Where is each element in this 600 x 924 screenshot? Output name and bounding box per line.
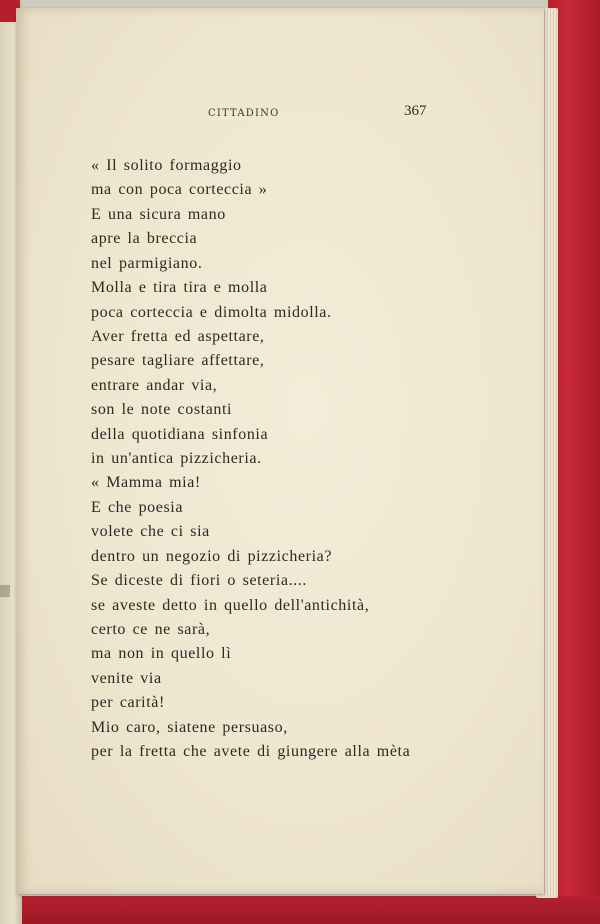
poem-line: pesare tagliare affettare, <box>91 352 265 370</box>
poem-line: son le note costanti <box>91 401 233 419</box>
poem-line: della quotidiana sinfonia <box>91 425 269 443</box>
poem-line: Molla e tira tira e molla <box>91 279 268 297</box>
page-number: 367 <box>404 103 427 119</box>
poem-line: Se diceste di fiori o seteria.... <box>91 572 307 590</box>
poem-line: E che poesia <box>91 498 184 516</box>
poem-line: venite via <box>91 669 162 687</box>
poem-line: entrare andar via, <box>91 376 218 394</box>
poem-line: « Il solito formaggio <box>91 157 242 174</box>
poem-line: ma con poca corteccia » <box>91 181 268 199</box>
poem-line: dentro un negozio di pizzicheria? <box>91 547 333 565</box>
poem-line: certo ce ne sarà, <box>91 621 211 639</box>
poem-line: se aveste detto in quello dell'antichità, <box>91 596 370 614</box>
poem-line: apre la breccia <box>91 230 198 248</box>
poem-line: per la fretta che avete di giungere alla mèta <box>91 743 411 761</box>
poem-line: Aver fretta ed aspettare, <box>91 327 265 345</box>
poem-line: « Mamma mia! <box>91 474 201 492</box>
poem-line: per carità! <box>91 694 165 712</box>
poem-line: poca corteccia e dimolta midolla. <box>91 303 332 321</box>
book-cover-bottom <box>0 896 600 924</box>
poem-line: ma non in quello lì <box>91 645 232 663</box>
margin-mark <box>0 585 10 597</box>
running-head: CITTADINO <box>208 108 280 119</box>
poem-text <box>91 156 410 767</box>
poem-line: in un'antica pizzicheria. <box>91 450 262 468</box>
poem-line: volete che ci sia <box>91 523 210 541</box>
poem-line: nel parmigiano. <box>91 254 203 272</box>
book-page <box>16 8 544 894</box>
poem-line: E una sicura mano <box>91 205 226 223</box>
poem-line: Mio caro, siatene persuaso, <box>91 718 288 736</box>
